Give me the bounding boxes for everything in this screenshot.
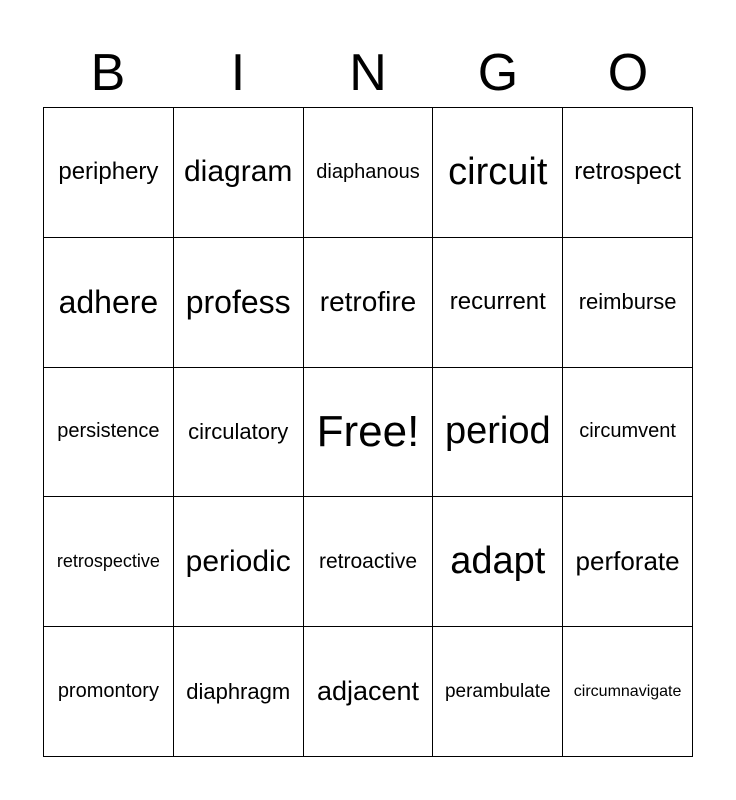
bingo-cell: periphery <box>44 108 174 238</box>
bingo-cell: diagram <box>174 108 304 238</box>
bingo-cell: period <box>433 368 563 498</box>
header-letter-b: B <box>90 44 126 102</box>
bingo-cell: adapt <box>433 497 563 627</box>
bingo-cell: circulatory <box>174 368 304 498</box>
bingo-cell: promontory <box>44 627 174 757</box>
header-letter-i: I <box>230 44 246 102</box>
bingo-cell: retrofire <box>304 238 434 368</box>
bingo-cell: profess <box>174 238 304 368</box>
bingo-cell: diaphragm <box>174 627 304 757</box>
header-letter-n: N <box>349 44 387 102</box>
bingo-cell: perambulate <box>433 627 563 757</box>
bingo-cell: diaphanous <box>304 108 434 238</box>
bingo-cell: perforate <box>563 497 693 627</box>
bingo-cell: periodic <box>174 497 304 627</box>
bingo-cell: retrospective <box>44 497 174 627</box>
header-letter-g: G <box>477 44 519 102</box>
bingo-cell: recurrent <box>433 238 563 368</box>
bingo-header <box>43 40 693 106</box>
bingo-cell: retrospect <box>563 108 693 238</box>
header-letter-o: O <box>607 44 649 102</box>
bingo-cell: circumvent <box>563 368 693 498</box>
bingo-cell: circuit <box>433 108 563 238</box>
bingo-cell: reimburse <box>563 238 693 368</box>
bingo-cell: retroactive <box>304 497 434 627</box>
bingo-cell: adhere <box>44 238 174 368</box>
free-space-cell: Free! <box>304 368 434 498</box>
bingo-cell: persistence <box>44 368 174 498</box>
bingo-grid <box>43 107 693 757</box>
bingo-cell: adjacent <box>304 627 434 757</box>
bingo-cell: circumnavigate <box>563 627 693 757</box>
